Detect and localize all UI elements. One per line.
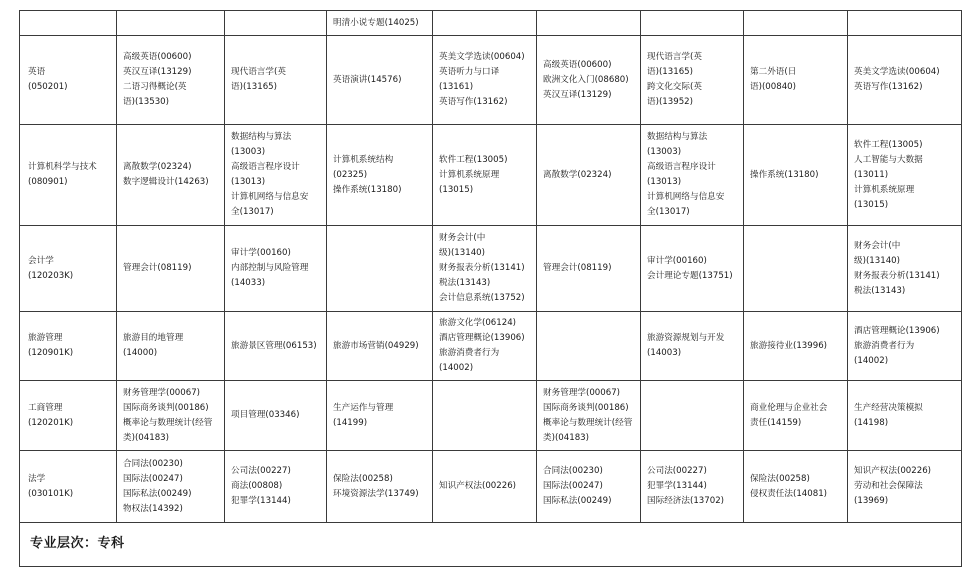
course-cell: 旅游景区管理(06153)	[225, 312, 327, 381]
table-cell	[20, 11, 117, 36]
course-cell: 软件工程(13005) 人工智能与大数据 (13011) 计算机系统原理 (13015)	[848, 125, 962, 226]
course-cell: 保险法(00258) 环境资源法学(13749)	[327, 451, 433, 523]
table-cell	[848, 11, 962, 36]
course-cell: 数据结构与算法 (13003) 高级语言程序设计 (13013) 计算机网络与信息安 全(13017)	[225, 125, 327, 226]
course-cell	[641, 381, 744, 451]
table-cell	[744, 11, 848, 36]
table-row	[20, 125, 962, 226]
table-cell	[537, 11, 641, 36]
course-cell: 财务会计(中 级)(13140) 财务报表分析(13141) 税法(13143) 会计信息系统(13752)	[433, 226, 537, 312]
course-cell: 审计学(00160) 内部控制与风险管理 (14033)	[225, 226, 327, 312]
table-row	[20, 523, 962, 567]
table-cell	[117, 11, 225, 36]
table-row	[20, 36, 962, 125]
course-cell: 管理会计(08119)	[537, 226, 641, 312]
major-cell: 会计学 (120203K)	[20, 226, 117, 312]
course-cell: 高级英语(00600) 英汉互译(13129) 二语习得概论(英 语)(13530)	[117, 36, 225, 125]
course-cell: 审计学(00160) 会计理论专题(13751)	[641, 226, 744, 312]
course-cell: 生产运作与管理 (14199)	[327, 381, 433, 451]
section-cell	[20, 523, 962, 567]
course-cell: 酒店管理概论(13906) 旅游消费者行为 (14002)	[848, 312, 962, 381]
course-cell: 旅游接待业(13996)	[744, 312, 848, 381]
major-cell: 法学 (030101K)	[20, 451, 117, 523]
table-row	[20, 226, 962, 312]
course-cell: 离散数学(02324)	[537, 125, 641, 226]
course-cell: 旅游资源规划与开发 (14003)	[641, 312, 744, 381]
course-cell: 保险法(00258) 侵权责任法(14081)	[744, 451, 848, 523]
course-cell: 操作系统(13180)	[744, 125, 848, 226]
major-cell: 工商管理 (120201K)	[20, 381, 117, 451]
course-cell: 知识产权法(00226) 劳动和社会保障法 (13969)	[848, 451, 962, 523]
table-row	[20, 381, 962, 451]
course-cell: 商业伦理与企业社会 责任(14159)	[744, 381, 848, 451]
table-cell	[433, 11, 537, 36]
course-cell: 数据结构与算法 (13003) 高级语言程序设计 (13013) 计算机网络与信息安 全(13017)	[641, 125, 744, 226]
course-cell: 项目管理(03346)	[225, 381, 327, 451]
course-cell: 合同法(00230) 国际法(00247) 国际私法(00249) 物权法(14392)	[117, 451, 225, 523]
course-cell: 旅游文化学(06124) 酒店管理概论(13906) 旅游消费者行为 (14002)	[433, 312, 537, 381]
course-cell: 英语演讲(14576)	[327, 36, 433, 125]
course-cell: 离散数学(02324) 数字逻辑设计(14263)	[117, 125, 225, 226]
course-cell: 合同法(00230) 国际法(00247) 国际私法(00249)	[537, 451, 641, 523]
table-row	[20, 11, 962, 36]
course-cell: 旅游目的地管理 (14000)	[117, 312, 225, 381]
course-cell: 软件工程(13005) 计算机系统原理 (13015)	[433, 125, 537, 226]
course-cell	[433, 381, 537, 451]
major-cell: 旅游管理 (120901K)	[20, 312, 117, 381]
course-cell: 计算机系统结构 (02325) 操作系统(13180)	[327, 125, 433, 226]
major-cell: 计算机科学与技术 (080901)	[20, 125, 117, 226]
course-cell: 英美文学选读(00604) 英语写作(13162)	[848, 36, 962, 125]
course-cell: 现代语言学(英 语)(13165) 跨文化交际(英 语)(13952)	[641, 36, 744, 125]
course-cell: 管理会计(08119)	[117, 226, 225, 312]
course-cell: 财务管理学(00067) 国际商务谈判(00186) 概率论与数理统计(经管 类)(04183)	[537, 381, 641, 451]
course-cell: 财务管理学(00067) 国际商务谈判(00186) 概率论与数理统计(经管 类)(04183)	[117, 381, 225, 451]
table-cell	[641, 11, 744, 36]
course-cell: 现代语言学(英 语)(13165)	[225, 36, 327, 125]
course-cell: 英美文学选读(00604) 英语听力与口译 (13161) 英语写作(13162)	[433, 36, 537, 125]
course-cell: 公司法(00227) 商法(00808) 犯罪学(13144)	[225, 451, 327, 523]
table-cell: 明清小说专题(14025)	[327, 11, 433, 36]
program-level-heading: 专业层次：专科	[30, 536, 125, 551]
course-cell: 财务会计(中 级)(13140) 财务报表分析(13141) 税法(13143)	[848, 226, 962, 312]
course-cell: 旅游市场营销(04929)	[327, 312, 433, 381]
course-cell: 公司法(00227) 犯罪学(13144) 国际经济法(13702)	[641, 451, 744, 523]
course-cell	[744, 226, 848, 312]
major-cell: 英语 (050201)	[20, 36, 117, 125]
table-row	[20, 312, 962, 381]
course-cell: 知识产权法(00226)	[433, 451, 537, 523]
course-cell	[537, 312, 641, 381]
course-schedule-table	[19, 10, 962, 567]
course-cell	[327, 226, 433, 312]
course-cell: 生产经营决策模拟 (14198)	[848, 381, 962, 451]
table-cell	[225, 11, 327, 36]
course-cell: 第二外语(日 语)(00840)	[744, 36, 848, 125]
course-cell: 高级英语(00600) 欧洲文化入门(08680) 英汉互译(13129)	[537, 36, 641, 125]
table-row	[20, 451, 962, 523]
